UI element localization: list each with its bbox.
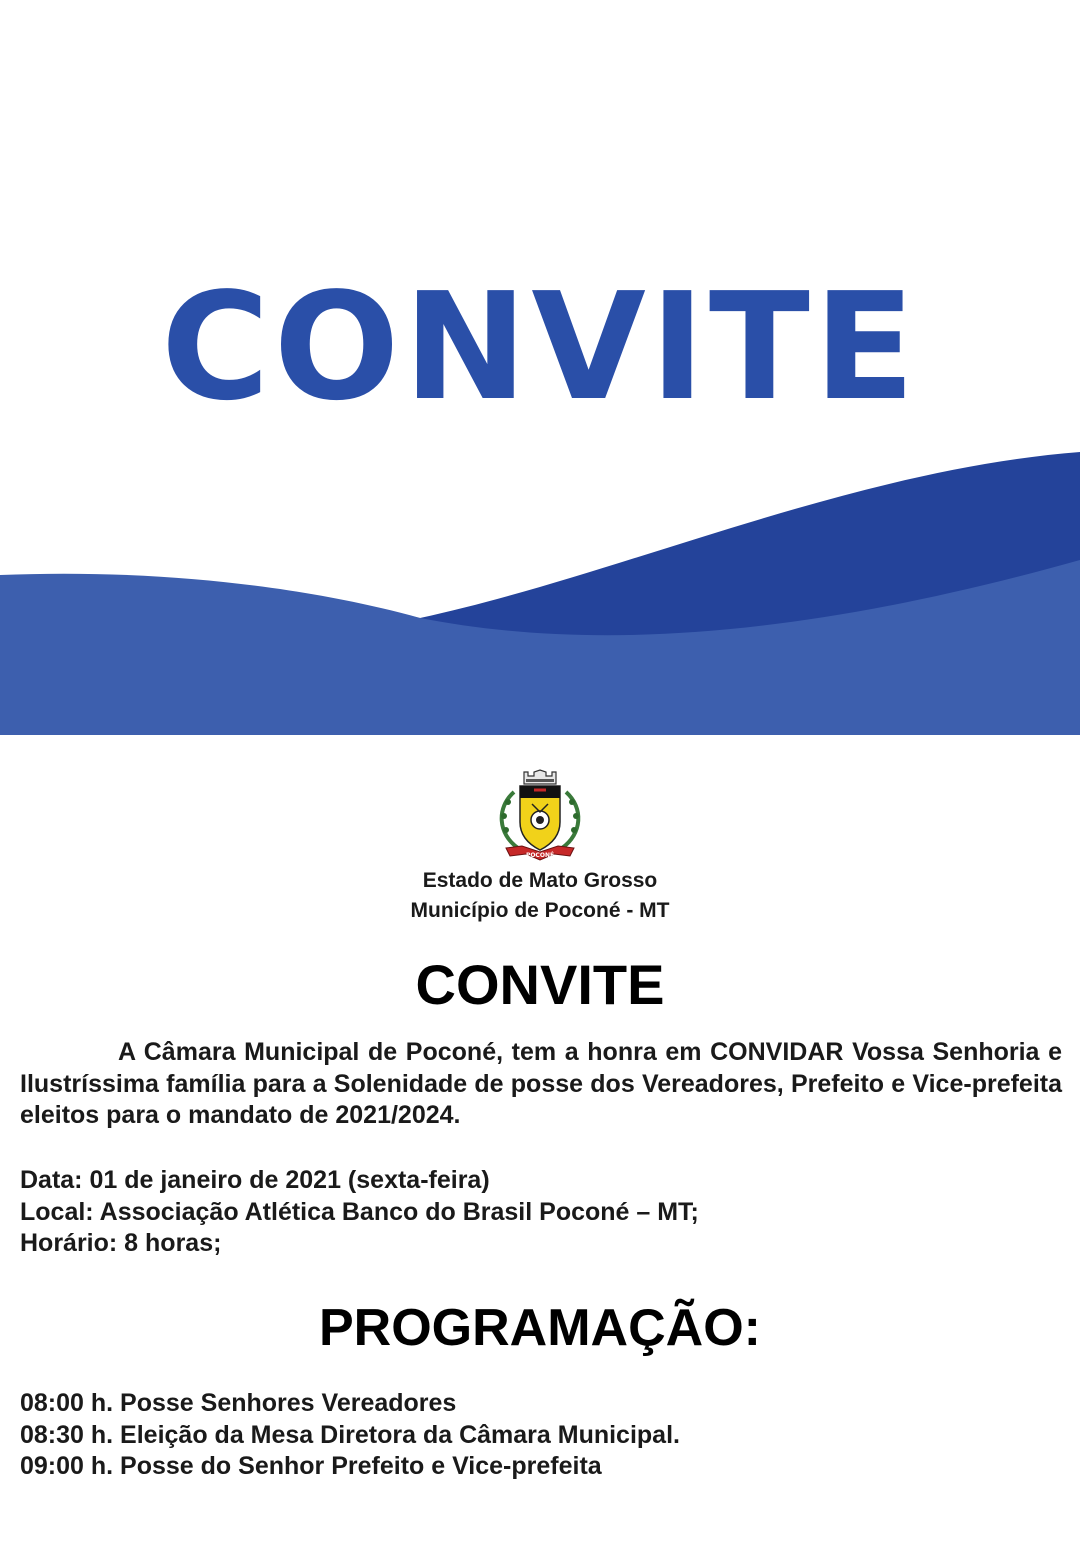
event-date: Data: 01 de janeiro de 2021 (sexta-feira) xyxy=(20,1166,490,1194)
hero-title: CONVITE xyxy=(161,261,919,433)
crest-ribbon-text: POCONÉ xyxy=(525,852,555,859)
municipal-coat-of-arms-icon xyxy=(488,768,592,864)
event-location: Local: Associação Atlética Banco do Brasil Poconé – MT; xyxy=(20,1197,699,1226)
issuer-block xyxy=(0,866,1080,926)
schedule-item: 08:00 h. Posse Senhores Vereadores xyxy=(20,1389,457,1417)
invitation-body: A Câmara Municipal de Poconé, tem a honra em CONVIDAR Vossa Senhoria e Ilustríssima família para a Solenidade de posse dos Vereadores, Prefeito e Vice-prefeita eleitos para o mandato de 2021/2024. xyxy=(20,1038,1062,1129)
schedule-item: 09:00 h. Posse do Senhor Prefeito e Vice-prefeita xyxy=(20,1452,602,1480)
event-details xyxy=(20,1165,1060,1260)
invitation-title: CONVITE xyxy=(415,953,665,1016)
program-schedule xyxy=(20,1388,1060,1483)
event-time: Horário: 8 horas; xyxy=(20,1229,222,1257)
schedule-item: 08:30 h. Eleição da Mesa Diretora da Câmara Municipal. xyxy=(20,1420,680,1449)
program-title: PROGRAMAÇÃO: xyxy=(319,1299,761,1357)
hero-banner xyxy=(0,0,1080,735)
municipality-name: Município de Poconé - MT xyxy=(410,899,670,922)
state-name: Estado de Mato Grosso xyxy=(422,869,658,892)
wave-decoration xyxy=(0,440,1080,735)
